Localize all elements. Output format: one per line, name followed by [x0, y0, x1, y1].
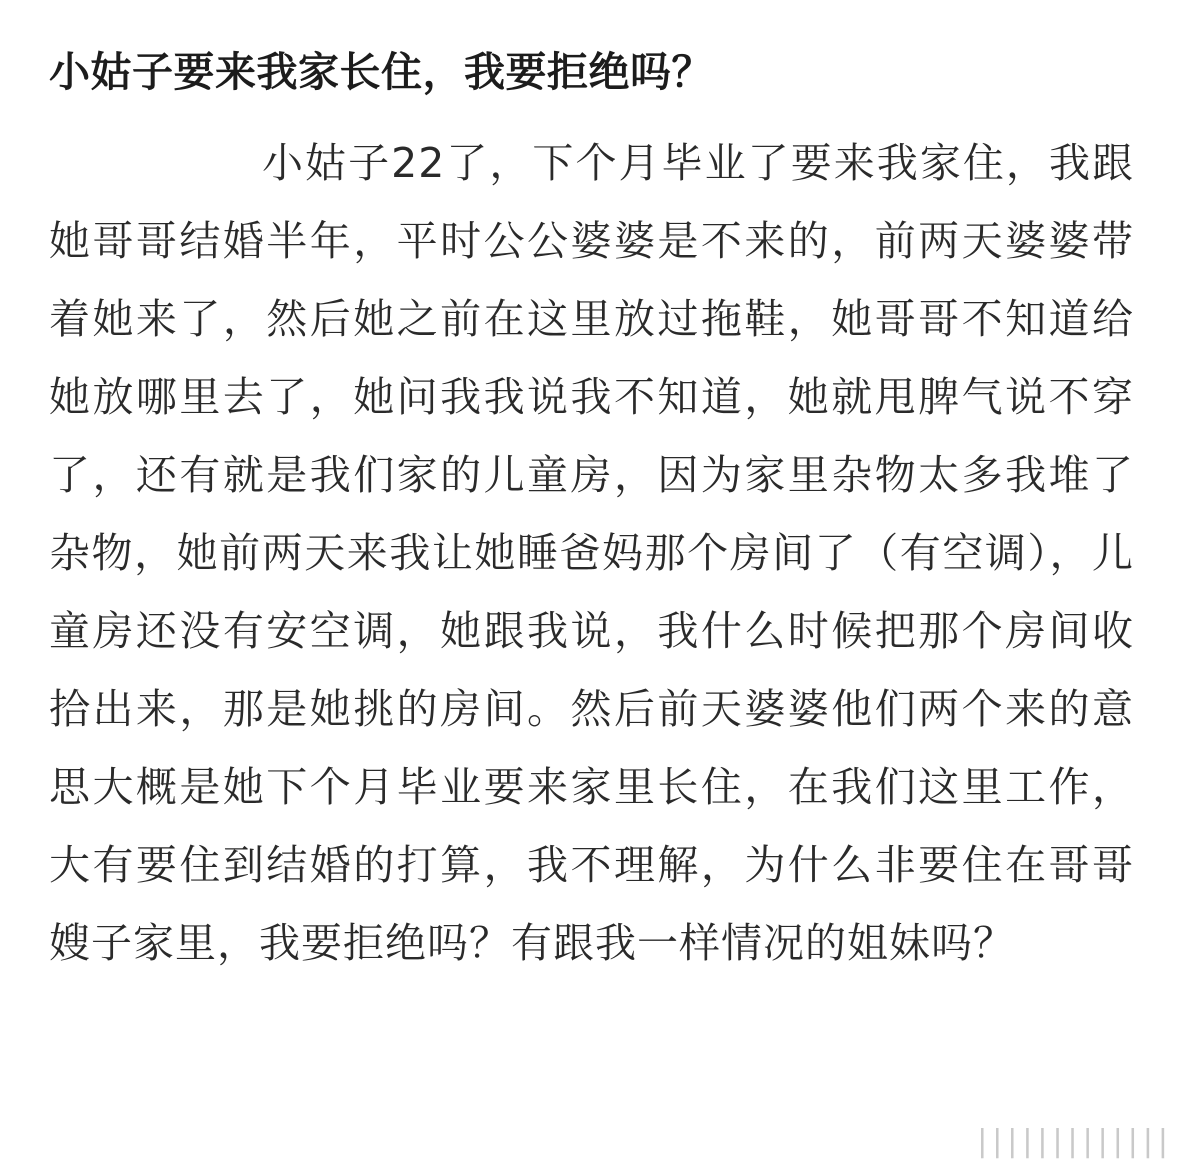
post-title: 小姑子要来我家长住，我要拒绝吗？	[49, 48, 713, 96]
watermark-logo: |||||||||||||	[973, 1124, 1169, 1159]
post-body: 小姑子22了，下个月毕业了要来我家住，我跟她哥哥结婚半年，平时公公婆婆是不来的，前两天婆婆带着她来了，然后她之前在这里放过拖鞋，她哥哥不知道给她放哪里去了，她问我我说我不知道，她就甩脾气说不穿了，还有就是我们家的儿童房，因为家里杂物太多我堆了杂物，她前两天来我让她睡爸妈那个房间了（有空调），儿童房还没有安空调，她跟我说，我什么时候把那个房间收拾出来，那是她挑的房间。然后前天婆婆他们两个来的意思大概是她下个月毕业要来家里长住，在我们这里工作，大有要住到结婚的打算，我不理解，为什么非要住在哥哥嫂子家里，我要拒绝吗？有跟我一样情况的姐妹吗？	[49, 139, 1134, 967]
post-container	[49, 0, 1134, 982]
